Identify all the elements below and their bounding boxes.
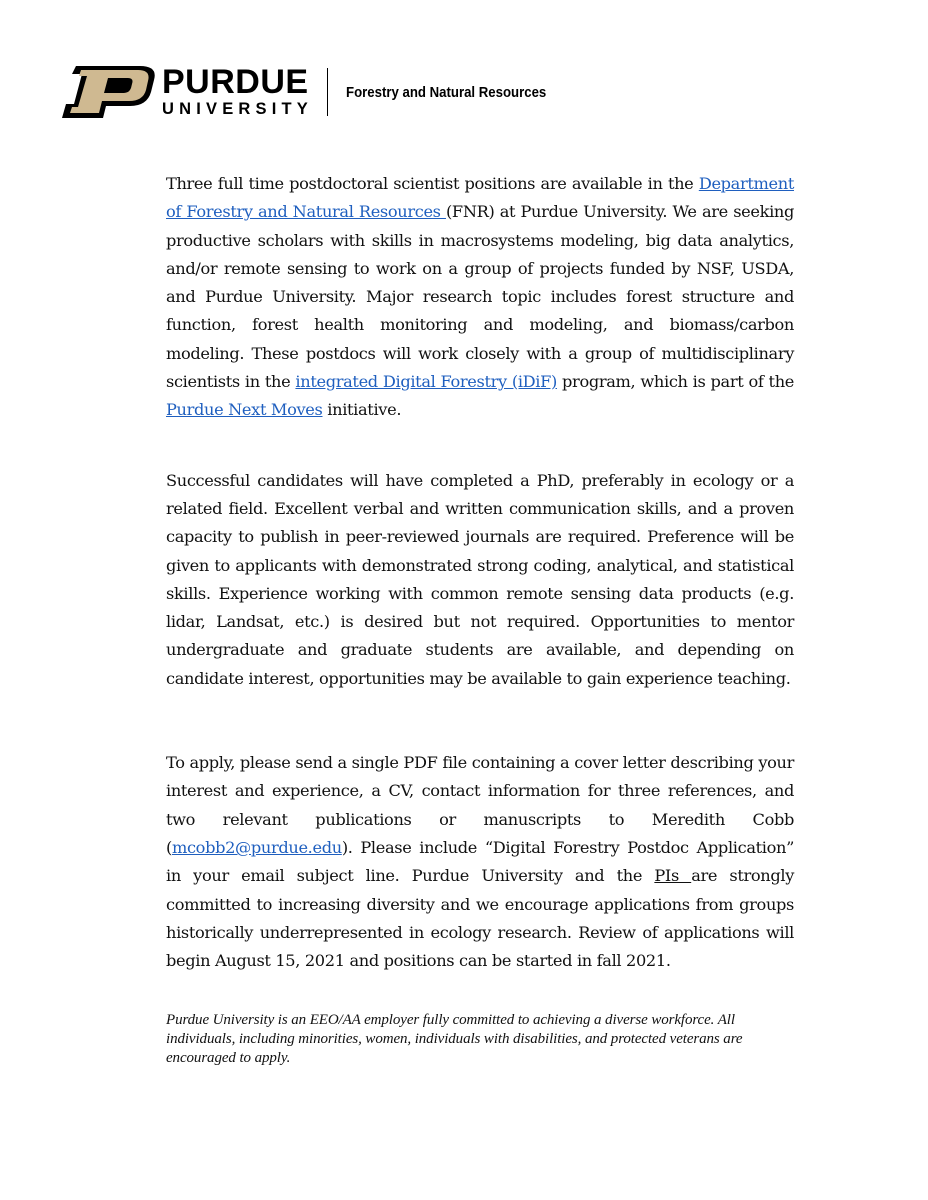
p1-text-1: Three full time postdoctoral scientist positions are available in the [166, 174, 699, 193]
wordmark-purdue: PURDUE [162, 63, 309, 101]
link-idif-program[interactable]: integrated Digital Forestry (iDiF) [295, 372, 557, 392]
link-email[interactable]: mcobb2@purdue.edu [171, 837, 342, 857]
link-purdue-next-moves[interactable]: Purdue Next Moves [166, 400, 323, 420]
eeo-statement: Purdue University is an EEO/AA employer fully committed to achieving a diverse workforce. All individuals, including minorities, women, individuals with disabilities, and protected veterans are encouraged to apply. [166, 1012, 743, 1067]
paragraph-application [166, 749, 794, 975]
link-department-fnr[interactable]: Department of Forestry and Natural Resources [166, 174, 794, 222]
p3-text-1: To apply, please send a single PDF file containing a cover letter describing your interest and experience, a CV, contact information for three references, and two relevant publications or manuscripts to Meredith Cobb ( [166, 753, 794, 857]
p3-text-2: ). Please include “Digital Forestry Postdoc Application” in your email subject line. Purdue University and the [166, 837, 794, 886]
p3-text-3: are strongly committed to increasing diversity and we encourage applications from groups historically underrepresented in ecology research. Review of applications will begin August 15, 2021 and positions can be started in fall 2021. [166, 866, 794, 971]
purdue-p-logo-icon [62, 66, 158, 118]
purdue-wordmark [162, 63, 314, 118]
paragraph-positions [166, 170, 794, 425]
header-divider [327, 68, 328, 116]
wordmark-university: UNIVERSITY [162, 100, 314, 118]
link-pis[interactable]: PIs [654, 866, 692, 886]
page-header [62, 62, 574, 122]
department-name: Forestry and Natural Resources [346, 83, 547, 101]
p1-text-2: (FNR) at Purdue University. We are seeking productive scholars with skills in macrosystems modeling, big data analytics, and/or remote sensing to work on a group of projects funded by NSF, USDA, and Purdue University. Major research topic includes forest structure and function, forest health monitoring and modeling, and biomass/carbon modeling. These postdocs will work closely with a group of multidisciplinary scientists in the [166, 202, 794, 392]
p1-text-3: program, which is part of the [556, 372, 795, 392]
p1-text-4: initiative. [322, 400, 402, 420]
paragraph-qualifications: Successful candidates will have completed a PhD, preferably in ecology or a related field. Excellent verbal and written communication skills, and a proven capacity to publish in peer-reviewed journals are required. Preference will be given to applicants with demonstrated strong coding, analytical, and statistical skills. Experience working with common remote sensing data products (e.g. lidar, Landsat, etc.) is desired but not required. Opportunities to mentor undergraduate and graduate students are available, and depending on candidate interest, opportunities may be available to gain experience teaching. [166, 470, 794, 688]
document-body [166, 170, 794, 1068]
